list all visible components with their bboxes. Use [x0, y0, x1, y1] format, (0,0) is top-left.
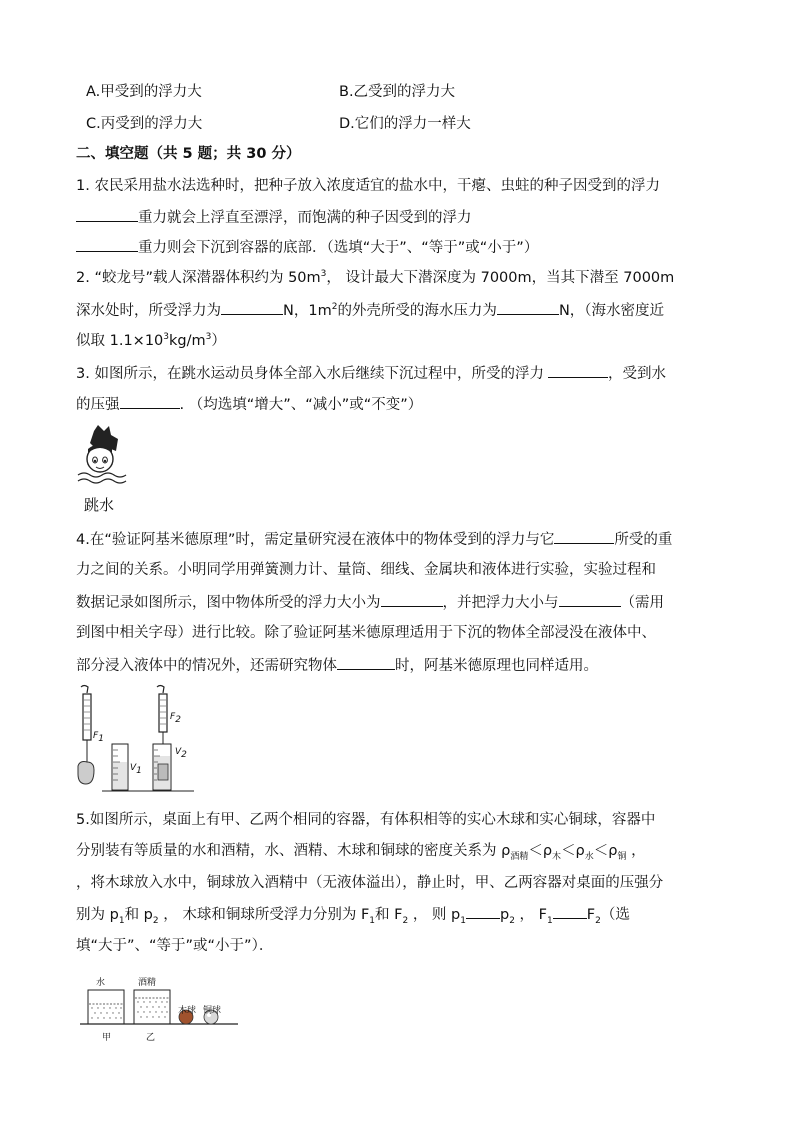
q2-l2-a: 深水处时，所受浮力为: [76, 303, 221, 319]
option-c: C.丙受到的浮力大: [86, 116, 203, 132]
q2-text-a: 2. “蛟龙号”载人深潜器体积约为 50m: [76, 270, 321, 286]
q2-sup: 3: [320, 269, 327, 280]
q1-line2: [76, 207, 472, 228]
q4-blank-2[interactable]: [381, 592, 443, 607]
q1-blank-1[interactable]: [76, 207, 138, 222]
q4-l5-b: 时，阿基米德原理也同样适用。: [395, 658, 598, 674]
q4-line4: 到图中相关字母）进行比较。除了验证阿基米德原理适用于下沉的物体全部浸没在液体中、: [76, 625, 656, 641]
q3-l2-a: 的压强: [76, 397, 120, 413]
q5-line5: 填“大于”、“等于”或“小于”）．: [76, 938, 274, 954]
q3-line1: [76, 363, 666, 384]
q5-l4-d: 和 F: [375, 907, 403, 923]
q5-sub-wood: 木: [552, 851, 562, 862]
q5-l4-g: ， F: [514, 907, 548, 923]
q3-blank-2[interactable]: [120, 394, 180, 409]
q2-l3-sup2: 3: [205, 332, 212, 343]
q4-l3-c: （需用: [620, 595, 664, 611]
q5-l4-s2: 2: [152, 915, 159, 926]
q2-line2: [76, 300, 664, 321]
q5-line1: 5.如图所示，桌面上有甲、乙两个相同的容器，有体积相等的实心木球和实心铜球，容器中: [76, 812, 656, 828]
label-yi: 乙: [146, 1033, 156, 1043]
q4-line5: [76, 655, 598, 676]
q2-line1: [76, 268, 674, 288]
option-a: A.甲受到的浮力大: [86, 84, 202, 100]
q5-sub-water: 水: [584, 851, 594, 862]
q3-l1-a: 3. 如图所示，在跳水运动员身体全部入水后继续下沉过程中，所受的浮力: [76, 366, 544, 382]
q4-l1-a: 4.在“验证阿基米德原理”时，需定量研究浸在液体中的物体受到的浮力与它: [76, 532, 555, 548]
q3-blank-1[interactable]: [548, 363, 608, 378]
q5-blank-1[interactable]: [466, 904, 500, 919]
q5-line3: ，将木球放入水中，铜球放入酒精中（无液体溢出），静止时，甲、乙两容器对桌面的压强分: [76, 875, 664, 891]
option-d: D.它们的浮力一样大: [339, 116, 471, 132]
q4-l1-b: 所受的重: [614, 532, 673, 548]
diver-caption: 跳水: [84, 496, 115, 514]
q5-l4-s7: 1: [547, 915, 553, 926]
q4-line3: [76, 592, 664, 613]
q2-blank-2[interactable]: [497, 300, 559, 315]
q5-sub-alcohol: 酒精: [510, 851, 529, 862]
q5-l2-end: ，: [626, 843, 646, 859]
label-f2: $F_2$: [170, 712, 181, 725]
q1-line3-text: 重力则会下沉到容器的底部．（选填“大于”、“等于”或“小于”）: [138, 240, 539, 256]
label-v2: $V_2$: [175, 747, 187, 760]
q2-l3-c: ）: [211, 333, 226, 349]
q2-l2-sup: 2: [331, 302, 338, 313]
q4-line1: [76, 529, 672, 550]
q2-l3-sup1: 3: [163, 332, 170, 343]
q5-blank-2[interactable]: [553, 904, 587, 919]
label-jia: 甲: [102, 1033, 112, 1043]
q1-line3: [76, 237, 538, 258]
q5-l4-c: ， 木球和铜球所受浮力分别为 F: [158, 907, 370, 923]
q5-lt2: ＜ρ: [561, 843, 585, 859]
q3-l2-b: . （均选填“增大”、“减小”或“不变”）: [179, 397, 423, 413]
q5-l4-i: （选: [600, 907, 630, 923]
q3-l1-b: ，受到水: [607, 366, 666, 382]
section-heading: 二、填空题（共 5 题；共 30 分）: [76, 146, 301, 162]
label-alcohol: 酒精: [138, 978, 157, 988]
label-wood-ball: 木球: [178, 1006, 197, 1016]
q5-l4-f: p: [500, 907, 510, 923]
q4-l3-b: ，并把浮力大小与: [442, 595, 559, 611]
q5-l4-e: ， 则 p: [408, 907, 461, 923]
q3-line2: [76, 394, 422, 415]
q5-l4-a: 别为 p: [76, 907, 119, 923]
label-copper-ball: 铜球: [203, 1006, 222, 1016]
q5-l4-s1: 1: [118, 915, 125, 926]
q5-sub-copper: 铜: [617, 851, 627, 862]
q4-blank-4[interactable]: [337, 655, 395, 670]
metal-block-2: [158, 764, 168, 780]
metal-block-1: [78, 762, 94, 785]
archimedes-figure: [72, 684, 202, 794]
q2-l2-d: N，（海水密度近: [558, 303, 665, 319]
q2-blank-1[interactable]: [221, 300, 283, 315]
q2-line3: [76, 331, 226, 351]
label-water: 水: [96, 978, 106, 988]
q4-l5-a: 部分浸入液体中的情况外，还需研究物体: [76, 658, 337, 674]
q1-blank-2[interactable]: [76, 237, 138, 252]
q4-blank-1[interactable]: [554, 529, 614, 544]
q5-l4-s3: 1: [369, 915, 376, 926]
q1-line1: 1. 农民采用盐水法选种时，把种子放入浓度适宜的盐水中，干瘪、虫蛀的种子因受到的浮力: [76, 178, 660, 194]
spring-scale-1: [83, 694, 91, 740]
q4-l3-a: 数据记录如图所示，图中物体所受的浮力大小为: [76, 595, 381, 611]
label-v1: $V_1$: [130, 763, 142, 776]
wave-1: [78, 473, 126, 477]
q5-line2: [76, 841, 646, 861]
q5-l4-h: F: [586, 907, 596, 923]
q5-l4-s4: 2: [402, 915, 409, 926]
q2-l3-b: kg/m: [169, 333, 206, 349]
q2-l2-b: N，1m: [283, 303, 332, 319]
q5-l4-s5: 1: [460, 915, 466, 926]
q5-lt3: ＜ρ: [593, 843, 618, 859]
q5-l4-s6: 2: [509, 915, 515, 926]
option-b: B.乙受到的浮力大: [339, 84, 456, 100]
q4-blank-3[interactable]: [559, 592, 621, 607]
q5-l4-s8: 2: [595, 915, 601, 926]
q5-line4: [76, 904, 630, 925]
q5-lt1: ＜ρ: [528, 843, 553, 859]
q2-text-b: ， 设计最大下潜深度为 7000m，当其下潜至 7000m: [326, 270, 675, 286]
q2-l3-a: 似取 1.1×10: [76, 333, 164, 349]
q2-l2-c: 的外壳所受的海水压力为: [337, 303, 497, 319]
q5-l4-b: 和 p: [124, 907, 153, 923]
q4-line2: 力之间的关系。小明同学用弹簧测力计、量筒、细线、金属块和液体进行实验，实验过程和: [76, 562, 656, 578]
q5-l2-a: 分别装有等质量的水和酒精，水、酒精、木球和铜球的密度关系为 ρ: [76, 843, 511, 859]
label-f1: $F_1$: [93, 731, 104, 744]
q1-line2-text: 重力就会上浮直至漂浮，而饱满的种子因受到的浮力: [138, 210, 472, 226]
wave-2: [78, 479, 126, 483]
